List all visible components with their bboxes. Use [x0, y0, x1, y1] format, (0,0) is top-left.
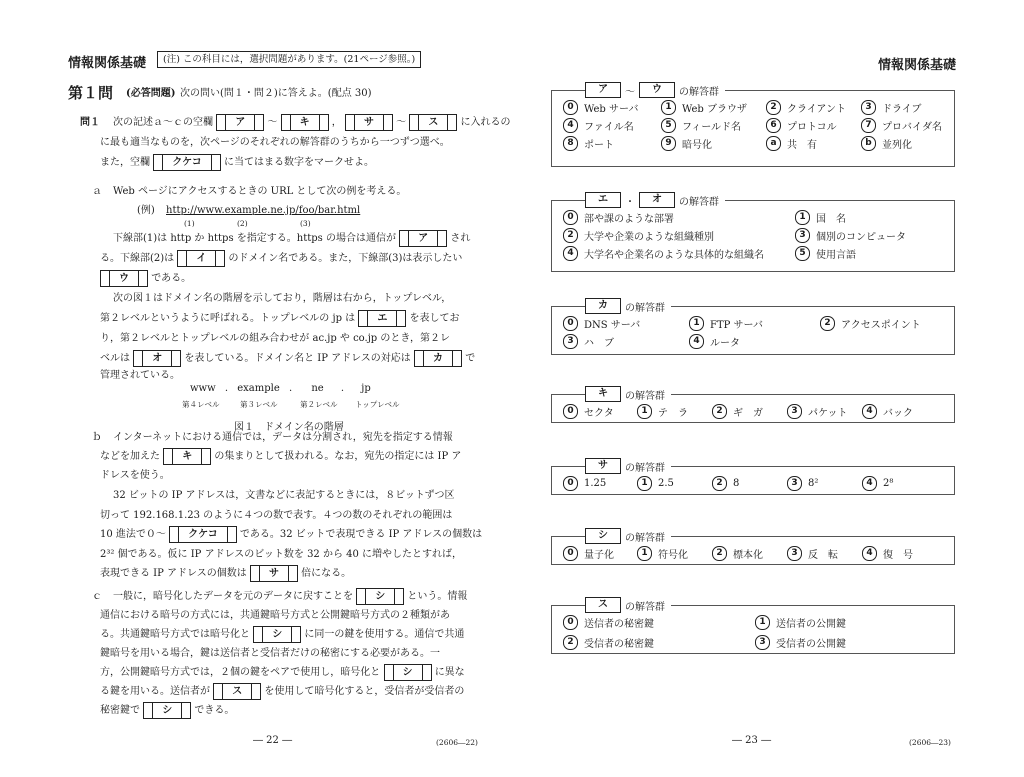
option-text: 個別のコンピュータ	[816, 232, 906, 243]
answer-option[interactable]	[755, 635, 846, 650]
c-line-1	[113, 587, 467, 608]
option-text: 8	[733, 478, 740, 489]
answer-option[interactable]	[712, 476, 739, 491]
text: 秘密鍵で	[100, 705, 140, 716]
answer-option[interactable]	[862, 476, 893, 491]
blank-label: サ	[259, 566, 289, 581]
option-number-icon: 1	[795, 210, 810, 225]
fig-part: example	[237, 383, 280, 394]
option-text: 大学や企業のような組織種別	[584, 232, 714, 243]
text: 一般に，暗号化したデータを元のデータに戻すことを	[113, 591, 353, 602]
blank-label: シ	[393, 665, 423, 680]
text: る。共通鍵暗号方式では暗号化と	[100, 629, 250, 640]
q1-label: 問１	[80, 117, 100, 128]
blank-label: エ	[367, 311, 397, 326]
blank-label: シ	[262, 627, 292, 642]
text: また，空欄	[100, 157, 150, 168]
title-suffix: の解答群	[679, 86, 719, 98]
text: 下線部(1)は http か https を指定する。https の場合は通信が	[113, 233, 396, 244]
text: 次の記述ａ～ｃの空欄	[113, 117, 213, 128]
answer-option[interactable]	[861, 100, 921, 115]
option-text: 反 転	[808, 550, 838, 561]
answer-group-title	[585, 386, 671, 402]
blank-sa	[250, 565, 298, 582]
option-text: 暗号化	[682, 140, 712, 151]
option-text: 使用言語	[816, 250, 856, 261]
answer-option[interactable]	[563, 635, 654, 650]
fig-part: www	[190, 383, 216, 394]
option-number-icon: 4	[563, 246, 578, 261]
blank-sa	[345, 114, 393, 131]
answer-option[interactable]	[637, 476, 674, 491]
a-label: ａ	[92, 186, 102, 197]
answer-option[interactable]	[795, 246, 856, 261]
answer-option[interactable]	[766, 100, 846, 115]
option-number-icon: 1	[637, 546, 652, 561]
option-number-icon: 4	[563, 118, 578, 133]
text: 方，公開鍵暗号方式では，２個の鍵をペアで使用し，暗号化と	[100, 667, 381, 678]
blank-ki	[163, 448, 211, 465]
text: 表現できる IP アドレスの個数は	[100, 568, 247, 579]
option-number-icon: 0	[563, 546, 578, 561]
fig-part: jp	[361, 383, 371, 394]
answer-option[interactable]	[563, 228, 714, 243]
option-number-icon: 6	[766, 118, 781, 133]
required-label: (必答問題)	[126, 88, 176, 99]
answer-option[interactable]	[861, 118, 942, 133]
option-text: 受信者の秘密鍵	[584, 639, 654, 650]
option-text: フィールド名	[682, 122, 741, 133]
blank-label: オ	[142, 351, 172, 366]
option-text: ファイル名	[584, 122, 634, 133]
a-line-1: Web ページにアクセスするときの URL として次の例を考える。	[113, 186, 407, 197]
text: る鍵を用いる。送信者が	[100, 686, 210, 697]
fig-level-3: 第３レベル	[240, 400, 278, 409]
blank-label-box: シ	[585, 528, 621, 544]
mark-1: (1)	[184, 219, 195, 228]
option-number-icon: 1	[637, 404, 652, 419]
b-line-3: ドレスを使う。	[100, 470, 170, 481]
option-number-icon: 2	[563, 635, 578, 650]
selection-note: (注) この科目には，選択問題があります。(21ページ参照。)	[157, 51, 421, 68]
a-p2-line-5: 管理されている。	[100, 370, 180, 381]
text: され	[450, 233, 471, 244]
answer-option[interactable]	[712, 546, 763, 561]
blank-label-box: サ	[585, 458, 621, 474]
example-label: (例)	[137, 205, 155, 216]
answer-option[interactable]	[787, 546, 838, 561]
title-suffix: の解答群	[625, 390, 665, 402]
option-text: 大学名や企業名のような具体的な組織名	[584, 250, 764, 261]
blank-label-box: オ	[639, 192, 675, 208]
option-text: 受信者の公開鍵	[776, 639, 846, 650]
option-text: ポート	[584, 140, 614, 151]
b-line-1: インターネットにおける通信では，データは分割され，宛先を指定する情報	[113, 432, 453, 443]
option-text: 部や課のような部署	[584, 214, 674, 225]
q1-line-3	[100, 153, 374, 174]
answer-option[interactable]	[787, 476, 818, 491]
option-text: 量子化	[584, 550, 614, 561]
answer-option[interactable]	[766, 118, 837, 133]
option-text: パケット	[808, 408, 848, 419]
answer-group-title	[585, 298, 671, 314]
option-number-icon: 2	[712, 546, 727, 561]
option-number-icon: 1	[661, 100, 676, 115]
b-line-5: 切って 192.168.1.23 のように４つの数で表す。４つの数のそれぞれの範囲は	[100, 510, 453, 521]
fig-level-4: 第４レベル	[182, 400, 220, 409]
q1-line-2: に最も適当なものを，次ページのそれぞれの解答群のうちから一つずつ選べ。	[100, 137, 450, 148]
blank-label: クケコ	[162, 155, 212, 170]
text: る。下線部(2)は	[100, 253, 175, 264]
title-separator: ～	[625, 86, 635, 98]
blank-shi	[356, 588, 404, 605]
option-number-icon: 2	[712, 404, 727, 419]
answer-option[interactable]	[563, 615, 654, 630]
answer-option[interactable]	[563, 546, 614, 561]
blank-label: シ	[152, 703, 182, 718]
blank-kukeko	[153, 154, 221, 171]
a-p2-line-1: 次の図１はドメイン名の階層を示しており，階層は右から，トップレベル，	[113, 293, 452, 304]
blank-o	[133, 350, 181, 367]
blank-label: ス	[418, 115, 448, 130]
a-p1-line-1	[113, 229, 470, 250]
blank-label-box: ウ	[639, 82, 675, 98]
answer-option[interactable]	[563, 334, 614, 349]
blank-u	[100, 270, 148, 287]
option-number-icon: 1	[689, 316, 704, 331]
c-line-2: 通信における暗号の方式には，共通鍵暗号方式と公開鍵暗号方式の２種類があ	[100, 610, 450, 621]
option-number-icon: 3	[787, 404, 802, 419]
blank-ka	[414, 350, 462, 367]
option-number-icon: 2	[712, 476, 727, 491]
option-number-icon: 7	[861, 118, 876, 133]
a-p1-line-3	[100, 269, 191, 290]
text: に当てはまる数字をマークせよ。	[223, 157, 374, 168]
example-url: http://www.example.ne.jp/foo/bar.html	[166, 205, 361, 216]
text: に入れるの	[460, 117, 511, 128]
c-line-5	[100, 663, 465, 684]
answer-option[interactable]	[563, 316, 640, 331]
answer-group-title	[585, 192, 725, 208]
mark-3: (3)	[300, 219, 311, 228]
subject-header: 情報関係基礎	[878, 58, 957, 73]
answer-option[interactable]	[862, 546, 913, 561]
blank-label: クケコ	[178, 527, 228, 542]
q1-line-1	[113, 113, 511, 134]
option-number-icon: 5	[661, 118, 676, 133]
answer-option[interactable]	[689, 316, 763, 331]
option-number-icon: 8	[563, 136, 578, 151]
blank-a	[399, 230, 447, 247]
title-suffix: の解答群	[625, 532, 665, 544]
blank-label: イ	[186, 251, 216, 266]
option-text: Web サーバ	[584, 104, 639, 115]
blank-su	[409, 114, 457, 131]
text: である。32 ビットで表現できる IP アドレスの個数は	[239, 529, 483, 540]
answer-option[interactable]	[563, 100, 638, 115]
answer-option[interactable]	[563, 210, 674, 225]
fig-dot: .	[340, 383, 345, 394]
option-number-icon: 3	[861, 100, 876, 115]
option-text: テ ラ	[658, 408, 688, 419]
blank-kukeko	[169, 526, 237, 543]
answer-option[interactable]	[661, 118, 741, 133]
c-line-3	[100, 625, 464, 646]
text: のドメイン名である。また，下線部(3)は表示したい	[228, 253, 463, 264]
fig-part: ne	[311, 383, 324, 394]
option-text: クライアント	[787, 104, 846, 115]
a-p2-line-3: り，第２レベルとトップレベルの組み合わせが ac.jp や co.jp のとき，第２レ	[100, 333, 450, 344]
page-number: ― 22 ―	[253, 735, 293, 746]
blank-label: キ	[172, 449, 202, 464]
answer-option[interactable]	[563, 118, 634, 133]
fig-dot: .	[288, 383, 293, 394]
text: である。	[151, 273, 192, 284]
blank-label: カ	[423, 351, 453, 366]
text: などを加えた	[100, 451, 160, 462]
fig-caption: 図１ ドメイン名の階層	[234, 422, 344, 433]
blank-label-box: エ	[585, 192, 621, 208]
title-suffix: の解答群	[625, 302, 665, 314]
option-text: 1.25	[584, 478, 607, 489]
answer-option[interactable]	[661, 100, 747, 115]
domain-figure	[190, 383, 371, 394]
option-number-icon: 4	[862, 476, 877, 491]
answer-option[interactable]	[689, 334, 740, 349]
option-text: 2⁸	[883, 478, 894, 489]
blank-e	[358, 310, 406, 327]
text: ～	[267, 117, 278, 128]
text: を表してお	[409, 313, 460, 324]
answer-option[interactable]	[820, 316, 921, 331]
blank-label: ア	[225, 115, 255, 130]
answer-option[interactable]	[661, 136, 712, 151]
fig-level-top: トップレベル	[355, 400, 400, 409]
option-number-icon: 0	[563, 100, 578, 115]
title-suffix: の解答群	[625, 601, 665, 613]
option-number-icon: 5	[795, 246, 810, 261]
blank-label: ア	[408, 231, 438, 246]
option-number-icon: 0	[563, 316, 578, 331]
option-text: 標本化	[733, 550, 763, 561]
a-p2-line-2	[100, 309, 460, 330]
fig-dot: .	[224, 383, 229, 394]
option-text: プロバイダ名	[882, 122, 942, 133]
option-text: ギ ガ	[733, 408, 763, 419]
blank-a	[216, 114, 264, 131]
answer-option[interactable]	[563, 136, 614, 151]
option-number-icon: 3	[795, 228, 810, 243]
option-number-icon: 3	[787, 546, 802, 561]
option-number-icon: 1	[637, 476, 652, 491]
text: 第２レベルというように呼ばれる。トップレベルの jp は	[100, 313, 356, 324]
answer-option[interactable]	[563, 476, 606, 491]
blank-i	[177, 250, 225, 267]
question-title: 第１問	[68, 84, 114, 102]
blank-shi	[143, 702, 191, 719]
text: を使用して暗号化すると，受信者が受信者の	[264, 686, 465, 697]
b-line-2	[100, 447, 461, 468]
option-number-icon: 0	[563, 615, 578, 630]
answer-option[interactable]	[766, 136, 817, 151]
blank-label-box: カ	[585, 298, 621, 314]
answer-option[interactable]	[795, 210, 846, 225]
page-code: (2606―23)	[909, 738, 951, 747]
page-number: ― 23 ―	[732, 735, 772, 746]
text: できる。	[194, 705, 235, 716]
text: という。情報	[407, 591, 468, 602]
option-text: 送信者の秘密鍵	[584, 619, 654, 630]
b-label: ｂ	[92, 432, 102, 443]
instruction: 次の問い(問１・問２)に答えよ。(配点 30)	[180, 88, 372, 99]
subject-header: 情報関係基礎	[68, 56, 147, 71]
blank-shi	[253, 626, 301, 643]
answer-option[interactable]	[787, 404, 848, 419]
text: ～	[396, 117, 407, 128]
answer-option[interactable]	[712, 404, 763, 419]
title-suffix: の解答群	[679, 196, 719, 208]
blank-label: ウ	[109, 271, 139, 286]
answer-option[interactable]	[861, 136, 912, 151]
text: に異な	[434, 667, 465, 678]
mark-2: (2)	[237, 219, 248, 228]
option-number-icon: 2	[820, 316, 835, 331]
option-number-icon: 4	[862, 546, 877, 561]
b-line-6	[100, 525, 482, 546]
option-text: プロトコル	[787, 122, 837, 133]
answer-group-title	[585, 458, 671, 474]
option-number-icon: 9	[661, 136, 676, 151]
option-text: ルータ	[710, 338, 740, 349]
option-text: バック	[883, 408, 913, 419]
text: の集まりとして扱われる。なお，宛先の指定には IP ア	[214, 451, 462, 462]
b-line-4: 32 ビットの IP アドレスは，文書などに表記するときには，８ビットずつ区	[113, 490, 455, 501]
option-text: 復 号	[883, 550, 913, 561]
a-p1-line-2	[100, 249, 462, 270]
blank-label: キ	[290, 115, 320, 130]
text: ，	[331, 117, 342, 128]
option-text: 共 有	[787, 140, 817, 151]
option-text: FTP サーバ	[710, 320, 764, 331]
title-suffix: の解答群	[625, 462, 665, 474]
c-line-6	[100, 682, 464, 703]
answer-group-title	[585, 528, 671, 544]
option-number-icon: 3	[787, 476, 802, 491]
option-text: Web ブラウザ	[682, 104, 747, 115]
option-number-icon: 2	[563, 228, 578, 243]
blank-ki	[281, 114, 329, 131]
option-number-icon: 4	[689, 334, 704, 349]
option-text: 2.5	[658, 478, 674, 489]
blank-su	[213, 683, 261, 700]
c-line-4: 鍵暗号を用いる場合，鍵は送信者と受信者だけの秘密にする必要がある。一	[100, 648, 440, 659]
blank-label: シ	[365, 589, 395, 604]
option-text: 国 名	[816, 214, 846, 225]
option-number-icon: 1	[755, 615, 770, 630]
text: に同一の鍵を使用する。通信で共通	[304, 629, 465, 640]
fig-level-2: 第２レベル	[300, 400, 338, 409]
text: 倍になる。	[301, 568, 352, 579]
text: で	[465, 353, 476, 364]
option-text: 8²	[808, 478, 819, 489]
answer-option[interactable]	[755, 615, 846, 630]
option-number-icon: a	[766, 136, 781, 151]
option-number-icon: 3	[755, 635, 770, 650]
answer-option[interactable]	[563, 246, 764, 261]
option-text: 並列化	[882, 140, 912, 151]
blank-label-box: キ	[585, 386, 621, 402]
answer-group-title	[585, 597, 671, 613]
blank-label: ス	[222, 684, 252, 699]
answer-group-title	[585, 82, 725, 98]
answer-option[interactable]	[862, 404, 913, 419]
blank-shi	[384, 664, 432, 681]
option-text: DNS サーバ	[584, 320, 641, 331]
blank-label-box: ア	[585, 82, 621, 98]
option-number-icon: 4	[862, 404, 877, 419]
text: ベルは	[100, 353, 130, 364]
c-line-7	[100, 701, 234, 722]
option-text: ドライブ	[882, 104, 922, 115]
b-line-7: 2³² 個である。仮に IP アドレスのビット数を 32 から 40 に増やしたとすれば，	[100, 549, 463, 560]
option-number-icon: 3	[563, 334, 578, 349]
answer-option[interactable]	[563, 404, 614, 419]
option-number-icon: 2	[766, 100, 781, 115]
answer-option[interactable]	[637, 404, 688, 419]
blank-label: サ	[354, 115, 384, 130]
option-number-icon: b	[861, 136, 876, 151]
option-text: 送信者の公開鍵	[776, 619, 846, 630]
option-text: セクタ	[584, 408, 614, 419]
text: を表している。ドメイン名と IP アドレスの対応は	[184, 353, 411, 364]
answer-option[interactable]	[795, 228, 906, 243]
option-number-icon: 0	[563, 210, 578, 225]
answer-option[interactable]	[637, 546, 688, 561]
c-label: ｃ	[92, 591, 102, 602]
title-separator: ・	[625, 196, 635, 208]
option-number-icon: 0	[563, 476, 578, 491]
option-number-icon: 0	[563, 404, 578, 419]
page-code: (2606―22)	[436, 738, 478, 747]
b-line-8	[100, 564, 351, 585]
option-text: アクセスポイント	[841, 320, 921, 331]
option-text: ハ ブ	[584, 338, 614, 349]
text: 10 進法で０～	[100, 529, 166, 540]
blank-label-box: ス	[585, 597, 621, 613]
option-text: 符号化	[658, 550, 688, 561]
